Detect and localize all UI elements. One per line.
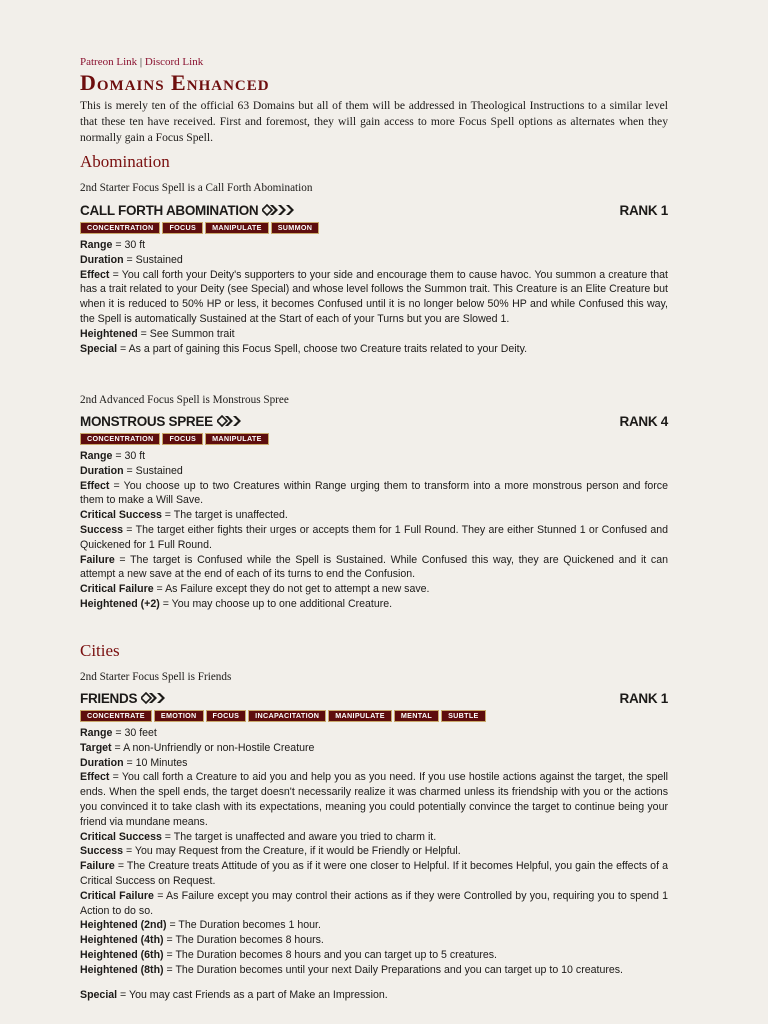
spell-rank: RANK 1 [619, 202, 668, 218]
spell-block-friends [80, 689, 668, 1002]
trait-tag: EMOTION [154, 710, 204, 722]
trait-list [80, 222, 668, 235]
trait-list [80, 710, 668, 723]
trait-tag: FOCUS [162, 222, 203, 234]
trait-tag: FOCUS [162, 433, 203, 445]
trait-tag: MANIPULATE [205, 222, 269, 234]
section-heading-abomination: Abomination [80, 152, 170, 171]
stat-duration: Duration = 10 Minutes [80, 756, 188, 769]
trait-tag: INCAPACITATION [248, 710, 326, 722]
stat-critical-failure: Critical Failure = As Failure except they do not get to attempt a new save. [80, 583, 430, 596]
stat-critical-success: Critical Success = The target is unaffected and aware you tried to charm it. [80, 830, 437, 843]
trait-tag: FOCUS [206, 710, 247, 722]
stat-heightened-8th: Heightened (8th) = The Duration becomes until your next Daily Preparations and you can target up to 10 creatures. [80, 963, 623, 976]
stat-special: Special = As a part of gaining this Focus Spell, choose two Creature traits related to your Deity. [80, 342, 528, 355]
stat-heightened: Heightened (+2) = You may choose up to one additional Creature. [80, 597, 393, 610]
spell-block-call-forth [80, 201, 668, 356]
trait-tag: MENTAL [394, 710, 439, 722]
stat-effect: Effect = You choose up to two Creatures within Range urging them to transform into a more monstrous person and force them to make a Will Save. [80, 479, 668, 507]
trait-tag: SUMMON [271, 222, 320, 234]
advanced-note: 2nd Advanced Focus Spell is Monstrous Spree [80, 394, 289, 406]
stat-effect: Effect = You call forth your Deity's supporters to your side and encourage them to cause havoc. You summon a creature that has a trait related to your Deity (see Special) and whose level follows the Summon trait. This Creature is an Elite Creature but when it is reduced to 50% HP or less, it becomes Confused until it is no longer below 50% HP and while Confused this way, the Spell is automatically Sustained at the Start of each of your Turns but you are Slowed 1. [80, 268, 668, 325]
trait-tag: CONCENTRATE [80, 710, 152, 722]
starter-note: 2nd Starter Focus Spell is Friends [80, 671, 232, 683]
spell-name: FRIENDS [80, 690, 138, 706]
stat-range: Range = 30 feet [80, 727, 157, 739]
header-links [80, 56, 668, 70]
stat-heightened-4th: Heightened (4th) = The Duration becomes 8 hours. [80, 934, 324, 947]
trait-list [80, 433, 668, 446]
stat-duration: Duration = Sustained [80, 253, 183, 266]
stat-failure: Failure = The Creature treats Attitude of you as if it were one closer to Helpful. If it becomes Helpful, you gain the effects of a Critical Success on Request. [80, 860, 668, 887]
trait-tag: CONCENTRATION [80, 222, 160, 234]
spell-block-monstrous-spree [80, 412, 668, 612]
page-title: Domains Enhanced [80, 70, 270, 95]
patreon-link[interactable]: Patreon Link [80, 56, 138, 68]
starter-note: 2nd Starter Focus Spell is a Call Forth Abomination [80, 182, 313, 194]
stat-range: Range = 30 ft [80, 239, 146, 251]
document-page [80, 52, 669, 1001]
two-action-icon [141, 692, 167, 704]
stat-range: Range = 30 ft [80, 450, 146, 462]
intro-paragraph: This is merely ten of the official 63 Domains but all of them will be addressed in Theological Instructions to a similar level that these ten have received. First and foremost, they will gain access to more Focus Spell options as alternates when they normally gain a Focus Spell. [80, 99, 668, 144]
trait-tag: MANIPULATE [205, 433, 269, 445]
spell-name: MONSTROUS SPREE [80, 413, 213, 429]
spell-rank: RANK 4 [619, 413, 668, 429]
stat-success: Success = The target either fights their urges or accepts them for 1 Full Round. They are either Stunned 1 or Confused and Quickened for 1 Full Round. [80, 523, 668, 551]
stat-critical-success: Critical Success = The target is unaffected. [80, 509, 288, 522]
link-separator: | [139, 56, 143, 68]
stat-duration: Duration = Sustained [80, 464, 183, 477]
stat-special: Special = You may cast Friends as a part of Make an Impression. [80, 988, 388, 1001]
trait-tag: MANIPULATE [328, 710, 392, 722]
trait-tag: CONCENTRATION [80, 433, 160, 445]
spell-name: CALL FORTH ABOMINATION [80, 202, 259, 218]
spell-rank: RANK 1 [619, 690, 668, 706]
stat-success: Success = You may Request from the Creature, if it would be Friendly or Helpful. [80, 845, 461, 858]
stat-heightened-2nd: Heightened (2nd) = The Duration becomes 1 hour. [80, 919, 321, 932]
two-action-icon [217, 415, 243, 427]
stat-heightened: Heightened = See Summon trait [80, 327, 235, 340]
stat-critical-failure: Critical Failure = As Failure except you may control their actions as if they were Controlled by you, requiring you to spend 1 Action to do so. [80, 889, 669, 917]
discord-link[interactable]: Discord Link [144, 56, 204, 68]
stat-heightened-6th: Heightened (6th) = The Duration becomes 8 hours and you can target up to 5 creatures. [80, 948, 497, 961]
section-heading-cities: Cities [80, 641, 120, 660]
three-action-icon [262, 204, 296, 216]
stat-target: Target = A non-Unfriendly or non-Hostile Creature [80, 741, 315, 754]
stat-effect: Effect = You call forth a Creature to aid you and help you as you need. If you use hostile actions against the target, the spell ends. When the spell ends, the target doesn't necessarily realize it was charmed unless its friendship with you or the actions you convinced it to take clash with its expectations, meaning you could potentially convince the target to continue being your friend via mundane means. [80, 771, 668, 828]
trait-tag: SUBTLE [441, 710, 486, 722]
stat-failure: Failure = The target is Confused while the Spell is Sustained. While Confused this way, they are Quickened and it can attempt a new save at the end of each of its turns to end the Confusion. [80, 553, 668, 581]
